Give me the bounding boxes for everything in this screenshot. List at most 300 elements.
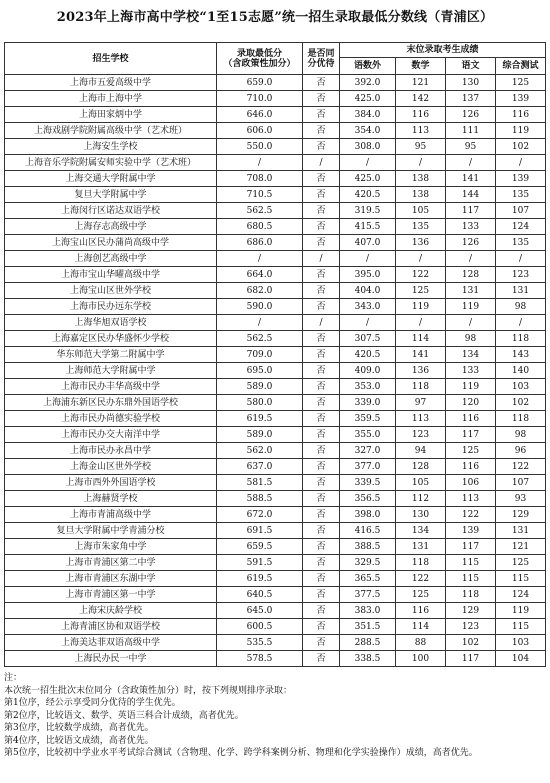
school-name: 上海市民办远东学校 bbox=[5, 299, 217, 315]
comprehensive-score: 103 bbox=[496, 379, 546, 395]
min-score: / bbox=[217, 315, 303, 331]
chinese-math-english-score: 327.0 bbox=[340, 443, 396, 459]
school-name: 上海存志高级中学 bbox=[5, 219, 217, 235]
math-score: 114 bbox=[396, 619, 446, 635]
same-score-priority: 否 bbox=[303, 571, 340, 587]
table-row bbox=[5, 363, 546, 379]
chinese-math-english-score: 354.0 bbox=[340, 123, 396, 139]
same-score-priority: 否 bbox=[303, 299, 340, 315]
min-score: 686.0 bbox=[217, 235, 303, 251]
table-row bbox=[5, 331, 546, 347]
table-row bbox=[5, 539, 546, 555]
chinese-math-english-score: 404.0 bbox=[340, 283, 396, 299]
comprehensive-score: 124 bbox=[496, 219, 546, 235]
min-score: 589.0 bbox=[217, 427, 303, 443]
math-score: 118 bbox=[396, 379, 446, 395]
math-score: / bbox=[396, 251, 446, 267]
same-score-priority: 否 bbox=[303, 75, 340, 91]
chinese-score: 122 bbox=[446, 507, 496, 523]
header-min-score bbox=[217, 43, 303, 75]
school-name: 上海师范大学附属中学 bbox=[5, 363, 217, 379]
chinese-score: 125 bbox=[446, 443, 496, 459]
table-row bbox=[5, 379, 546, 395]
header-math: 数学 bbox=[396, 58, 446, 75]
min-score: 659.5 bbox=[217, 539, 303, 555]
chinese-math-english-score: / bbox=[340, 251, 396, 267]
min-score: 710.5 bbox=[217, 187, 303, 203]
chinese-math-english-score: 307.5 bbox=[340, 331, 396, 347]
comprehensive-score: 118 bbox=[496, 411, 546, 427]
math-score: 105 bbox=[396, 475, 446, 491]
comprehensive-score: 135 bbox=[496, 235, 546, 251]
chinese-score: 117 bbox=[446, 427, 496, 443]
math-score: 113 bbox=[396, 411, 446, 427]
chinese-math-english-score: 339.5 bbox=[340, 475, 396, 491]
school-name: 上海市青浦区第二中学 bbox=[5, 555, 217, 571]
chinese-score: 116 bbox=[446, 459, 496, 475]
chinese-math-english-score: 343.0 bbox=[340, 299, 396, 315]
chinese-score: 115 bbox=[446, 571, 496, 587]
table-row bbox=[5, 283, 546, 299]
math-score: 125 bbox=[396, 587, 446, 603]
chinese-math-english-score: 355.0 bbox=[340, 427, 396, 443]
chinese-math-english-score: / bbox=[340, 155, 396, 171]
same-score-priority: / bbox=[303, 251, 340, 267]
same-score-priority: 否 bbox=[303, 491, 340, 507]
school-name: 上海市西外外国语学校 bbox=[5, 475, 217, 491]
chinese-math-english-score: 329.5 bbox=[340, 555, 396, 571]
comprehensive-score: 124 bbox=[496, 587, 546, 603]
min-score: / bbox=[217, 251, 303, 267]
min-score: 682.0 bbox=[217, 283, 303, 299]
school-name: 上海市民办尚德实验学校 bbox=[5, 411, 217, 427]
min-score: 691.5 bbox=[217, 523, 303, 539]
math-score: 116 bbox=[396, 107, 446, 123]
min-score: 664.0 bbox=[217, 267, 303, 283]
table-row bbox=[5, 619, 546, 635]
table-row bbox=[5, 155, 546, 171]
same-score-priority: 否 bbox=[303, 635, 340, 651]
school-name: 上海市民办交大南洋中学 bbox=[5, 427, 217, 443]
chinese-math-english-score: 353.0 bbox=[340, 379, 396, 395]
header-last-admitted: 末位录取考生成绩 bbox=[340, 43, 546, 58]
table-row bbox=[5, 187, 546, 203]
min-score: 619.5 bbox=[217, 571, 303, 587]
chinese-math-english-score: 351.5 bbox=[340, 619, 396, 635]
math-score: 136 bbox=[396, 235, 446, 251]
math-score: 97 bbox=[396, 395, 446, 411]
comprehensive-score: 115 bbox=[496, 619, 546, 635]
same-score-priority: 否 bbox=[303, 123, 340, 139]
table-row bbox=[5, 171, 546, 187]
school-name: 上海市五爱高级中学 bbox=[5, 75, 217, 91]
chinese-score: 123 bbox=[446, 619, 496, 635]
same-score-priority: 否 bbox=[303, 363, 340, 379]
min-score: 550.0 bbox=[217, 139, 303, 155]
note-line: 第4位序，比较语文成绩，高者优先。 bbox=[4, 735, 154, 746]
table-row bbox=[5, 267, 546, 283]
school-name: 上海市青浦高级中学 bbox=[5, 507, 217, 523]
school-name: 上海市民办丰华高级中学 bbox=[5, 379, 217, 395]
chinese-math-english-score: 415.5 bbox=[340, 219, 396, 235]
comprehensive-score: 131 bbox=[496, 283, 546, 299]
min-score: 562.0 bbox=[217, 443, 303, 459]
min-score: 710.0 bbox=[217, 91, 303, 107]
note-line: 注： bbox=[4, 673, 23, 683]
math-score: 116 bbox=[396, 603, 446, 619]
comprehensive-score: 107 bbox=[496, 203, 546, 219]
header-same-score-line2: 分优待 bbox=[307, 58, 335, 69]
chinese-math-english-score: 384.0 bbox=[340, 107, 396, 123]
table-row bbox=[5, 475, 546, 491]
min-score: 606.0 bbox=[217, 123, 303, 139]
comprehensive-score: 96 bbox=[496, 443, 546, 459]
chinese-score: 102 bbox=[446, 635, 496, 651]
math-score: 118 bbox=[396, 555, 446, 571]
same-score-priority: 否 bbox=[303, 283, 340, 299]
math-score: 112 bbox=[396, 491, 446, 507]
comprehensive-score: 139 bbox=[496, 91, 546, 107]
table-row bbox=[5, 507, 546, 523]
chinese-math-english-score: 416.5 bbox=[340, 523, 396, 539]
same-score-priority: 否 bbox=[303, 171, 340, 187]
math-score: 105 bbox=[396, 203, 446, 219]
min-score: 562.5 bbox=[217, 331, 303, 347]
min-score: 640.5 bbox=[217, 587, 303, 603]
chinese-score: 111 bbox=[446, 123, 496, 139]
math-score: 113 bbox=[396, 123, 446, 139]
math-score: 114 bbox=[396, 331, 446, 347]
table-row bbox=[5, 523, 546, 539]
school-name: 上海市朱家角中学 bbox=[5, 539, 217, 555]
chinese-score: 117 bbox=[446, 651, 496, 667]
same-score-priority: 否 bbox=[303, 203, 340, 219]
chinese-score: 139 bbox=[446, 523, 496, 539]
min-score: 680.5 bbox=[217, 219, 303, 235]
table-row bbox=[5, 411, 546, 427]
comprehensive-score: / bbox=[496, 155, 546, 171]
math-score: 131 bbox=[396, 539, 446, 555]
chinese-score: 117 bbox=[446, 539, 496, 555]
comprehensive-score: 139 bbox=[496, 171, 546, 187]
comprehensive-score: 119 bbox=[496, 123, 546, 139]
comprehensive-score: 118 bbox=[496, 331, 546, 347]
school-name: 上海赫贤学校 bbox=[5, 491, 217, 507]
comprehensive-score: 140 bbox=[496, 363, 546, 379]
notes-section bbox=[4, 672, 550, 760]
table-row bbox=[5, 587, 546, 603]
header-chinese-math-english: 语数外 bbox=[340, 58, 396, 75]
chinese-score: 133 bbox=[446, 219, 496, 235]
table-row bbox=[5, 395, 546, 411]
chinese-math-english-score: 359.5 bbox=[340, 411, 396, 427]
min-score: 590.0 bbox=[217, 299, 303, 315]
same-score-priority: 否 bbox=[303, 187, 340, 203]
school-name: 复旦大学附属中学青浦分校 bbox=[5, 523, 217, 539]
school-name: 上海闵行区诺达双语学校 bbox=[5, 203, 217, 219]
comprehensive-score: 121 bbox=[496, 539, 546, 555]
school-name: 复旦大学附属中学 bbox=[5, 187, 217, 203]
chinese-score: / bbox=[446, 155, 496, 171]
same-score-priority: 否 bbox=[303, 107, 340, 123]
chinese-score: 118 bbox=[446, 587, 496, 603]
comprehensive-score: 143 bbox=[496, 347, 546, 363]
comprehensive-score: 131 bbox=[496, 523, 546, 539]
table-row bbox=[5, 651, 546, 667]
table-row bbox=[5, 427, 546, 443]
chinese-math-english-score: 319.5 bbox=[340, 203, 396, 219]
table-row bbox=[5, 139, 546, 155]
comprehensive-score: 135 bbox=[496, 187, 546, 203]
table-row bbox=[5, 299, 546, 315]
min-score: 589.0 bbox=[217, 379, 303, 395]
school-name: 上海田家炳中学 bbox=[5, 107, 217, 123]
header-min-score-line2: （含政策性加分） bbox=[223, 58, 296, 69]
chinese-math-english-score: 356.5 bbox=[340, 491, 396, 507]
math-score: 123 bbox=[396, 427, 446, 443]
comprehensive-score: 123 bbox=[496, 267, 546, 283]
chinese-score: 113 bbox=[446, 491, 496, 507]
table-row bbox=[5, 459, 546, 475]
school-name: 上海宝山区世外学校 bbox=[5, 283, 217, 299]
chinese-math-english-score: 288.5 bbox=[340, 635, 396, 651]
chinese-math-english-score: 407.0 bbox=[340, 235, 396, 251]
table-row bbox=[5, 235, 546, 251]
math-score: 100 bbox=[396, 651, 446, 667]
school-name: 上海金山区世外学校 bbox=[5, 459, 217, 475]
same-score-priority: 否 bbox=[303, 475, 340, 491]
math-score: 119 bbox=[396, 299, 446, 315]
note-line: 第3位序，比较数学成绩，高者优先。 bbox=[4, 723, 154, 733]
same-score-priority: 否 bbox=[303, 443, 340, 459]
comprehensive-score: 98 bbox=[496, 427, 546, 443]
page-title: 2023年上海市高中学校“1至15志愿”统一招生录取最低分数线（青浦区） bbox=[56, 10, 494, 25]
school-name: 上海宝山区民办蒲尚高级中学 bbox=[5, 235, 217, 251]
chinese-score: 128 bbox=[446, 267, 496, 283]
table-row bbox=[5, 347, 546, 363]
chinese-score: 116 bbox=[446, 411, 496, 427]
school-name: 上海青浦区协和双语学校 bbox=[5, 619, 217, 635]
school-name: 上海市宝山华曜高级中学 bbox=[5, 267, 217, 283]
table-row bbox=[5, 555, 546, 571]
same-score-priority: 否 bbox=[303, 507, 340, 523]
comprehensive-score: 129 bbox=[496, 507, 546, 523]
same-score-priority: 否 bbox=[303, 411, 340, 427]
chinese-score: 133 bbox=[446, 363, 496, 379]
min-score: 619.5 bbox=[217, 411, 303, 427]
math-score: 95 bbox=[396, 139, 446, 155]
school-name: 上海民办民一中学 bbox=[5, 651, 217, 667]
table-row bbox=[5, 123, 546, 139]
table-body bbox=[5, 75, 546, 667]
chinese-score: 119 bbox=[446, 299, 496, 315]
chinese-score: 130 bbox=[446, 75, 496, 91]
note-line: 第2位序，比较语文、数学、英语三科合计成绩，高者优先。 bbox=[4, 710, 244, 721]
math-score: 136 bbox=[396, 363, 446, 379]
comprehensive-score: 104 bbox=[496, 651, 546, 667]
min-score: 591.5 bbox=[217, 555, 303, 571]
math-score: 134 bbox=[396, 523, 446, 539]
same-score-priority: 否 bbox=[303, 219, 340, 235]
table-row bbox=[5, 571, 546, 587]
chinese-math-english-score: 383.0 bbox=[340, 603, 396, 619]
comprehensive-score: 115 bbox=[496, 571, 546, 587]
min-score: 588.5 bbox=[217, 491, 303, 507]
header-school: 招生学校 bbox=[5, 43, 217, 75]
math-score: 121 bbox=[396, 75, 446, 91]
math-score: 125 bbox=[396, 283, 446, 299]
same-score-priority: 否 bbox=[303, 427, 340, 443]
math-score: 130 bbox=[396, 507, 446, 523]
comprehensive-score: 119 bbox=[496, 603, 546, 619]
chinese-score: / bbox=[446, 251, 496, 267]
chinese-math-english-score: 338.5 bbox=[340, 651, 396, 667]
math-score: 135 bbox=[396, 219, 446, 235]
same-score-priority: 否 bbox=[303, 523, 340, 539]
chinese-score: 144 bbox=[446, 187, 496, 203]
comprehensive-score: 116 bbox=[496, 107, 546, 123]
min-score: 695.0 bbox=[217, 363, 303, 379]
comprehensive-score: / bbox=[496, 251, 546, 267]
school-name: 上海浦东新区民办东鼎外国语学校 bbox=[5, 395, 217, 411]
note-line: 本次统一招生批次末位同分（含政策性加分）时，按下列规则排序录取： bbox=[4, 685, 293, 696]
chinese-math-english-score: 365.5 bbox=[340, 571, 396, 587]
table-row bbox=[5, 443, 546, 459]
note-line: 第5位序，比较初中学业水平考试综合测试（含物理、化学、跨学科案例分析、物理和化学实验操作）成绩，高者优先。 bbox=[4, 748, 478, 758]
note-line: 第1位序，经公示享受同分优待的学生优先。 bbox=[4, 698, 181, 708]
chinese-math-english-score: / bbox=[340, 315, 396, 331]
math-score: / bbox=[396, 315, 446, 331]
comprehensive-score: 93 bbox=[496, 491, 546, 507]
min-score: 600.5 bbox=[217, 619, 303, 635]
same-score-priority: 否 bbox=[303, 235, 340, 251]
table-row bbox=[5, 603, 546, 619]
table-row bbox=[5, 251, 546, 267]
header-chinese: 语文 bbox=[446, 58, 496, 75]
chinese-score: 129 bbox=[446, 603, 496, 619]
math-score: 128 bbox=[396, 459, 446, 475]
chinese-math-english-score: 392.0 bbox=[340, 75, 396, 91]
school-name: 华东师范大学第二附属中学 bbox=[5, 347, 217, 363]
same-score-priority: 否 bbox=[303, 651, 340, 667]
school-name: 上海市青浦区东湖中学 bbox=[5, 571, 217, 587]
chinese-math-english-score: 420.5 bbox=[340, 347, 396, 363]
comprehensive-score: 125 bbox=[496, 555, 546, 571]
chinese-math-english-score: 425.0 bbox=[340, 91, 396, 107]
chinese-math-english-score: 398.0 bbox=[340, 507, 396, 523]
same-score-priority: / bbox=[303, 315, 340, 331]
table-row bbox=[5, 91, 546, 107]
same-score-priority: 否 bbox=[303, 379, 340, 395]
min-score: 709.0 bbox=[217, 347, 303, 363]
same-score-priority: 否 bbox=[303, 587, 340, 603]
same-score-priority: 否 bbox=[303, 139, 340, 155]
table-row bbox=[5, 315, 546, 331]
min-score: 672.0 bbox=[217, 507, 303, 523]
comprehensive-score: 107 bbox=[496, 475, 546, 491]
chinese-math-english-score: 308.0 bbox=[340, 139, 396, 155]
chinese-score: 119 bbox=[446, 379, 496, 395]
comprehensive-score: 125 bbox=[496, 75, 546, 91]
min-score: 578.5 bbox=[217, 651, 303, 667]
chinese-math-english-score: 409.0 bbox=[340, 363, 396, 379]
school-name: 上海嘉定区民办华盛怀少学校 bbox=[5, 331, 217, 347]
comprehensive-score: 98 bbox=[496, 299, 546, 315]
chinese-math-english-score: 377.0 bbox=[340, 459, 396, 475]
comprehensive-score: 122 bbox=[496, 459, 546, 475]
school-name: 上海美达菲双语高级中学 bbox=[5, 635, 217, 651]
school-name: 上海创艺高级中学 bbox=[5, 251, 217, 267]
same-score-priority: 否 bbox=[303, 539, 340, 555]
chinese-score: 134 bbox=[446, 347, 496, 363]
school-name: 上海宋庆龄学校 bbox=[5, 603, 217, 619]
table-row bbox=[5, 203, 546, 219]
math-score: 138 bbox=[396, 171, 446, 187]
math-score: 122 bbox=[396, 267, 446, 283]
min-score: 535.5 bbox=[217, 635, 303, 651]
math-score: 138 bbox=[396, 187, 446, 203]
min-score: / bbox=[217, 155, 303, 171]
chinese-score: 106 bbox=[446, 475, 496, 491]
math-score: 94 bbox=[396, 443, 446, 459]
math-score: 141 bbox=[396, 347, 446, 363]
same-score-priority: 否 bbox=[303, 459, 340, 475]
chinese-math-english-score: 377.5 bbox=[340, 587, 396, 603]
min-score: 659.0 bbox=[217, 75, 303, 91]
chinese-score: 141 bbox=[446, 171, 496, 187]
table-row bbox=[5, 107, 546, 123]
math-score: 88 bbox=[396, 635, 446, 651]
table-row bbox=[5, 635, 546, 651]
table-row bbox=[5, 219, 546, 235]
school-name: 上海交通大学附属中学 bbox=[5, 171, 217, 187]
header-same-score bbox=[303, 43, 340, 75]
same-score-priority: 否 bbox=[303, 603, 340, 619]
min-score: 580.0 bbox=[217, 395, 303, 411]
min-score: 646.0 bbox=[217, 107, 303, 123]
min-score: 581.5 bbox=[217, 475, 303, 491]
chinese-math-english-score: 395.0 bbox=[340, 267, 396, 283]
math-score: / bbox=[396, 155, 446, 171]
school-name: 上海安生学校 bbox=[5, 139, 217, 155]
school-name: 上海市青浦区第一中学 bbox=[5, 587, 217, 603]
same-score-priority: 否 bbox=[303, 619, 340, 635]
school-name: 上海市上海中学 bbox=[5, 91, 217, 107]
chinese-score: 98 bbox=[446, 331, 496, 347]
min-score: 637.0 bbox=[217, 459, 303, 475]
same-score-priority: 否 bbox=[303, 347, 340, 363]
chinese-score: 126 bbox=[446, 107, 496, 123]
comprehensive-score: 103 bbox=[496, 635, 546, 651]
chinese-score: 131 bbox=[446, 283, 496, 299]
math-score: 122 bbox=[396, 571, 446, 587]
same-score-priority: / bbox=[303, 155, 340, 171]
chinese-score: 137 bbox=[446, 91, 496, 107]
min-score: 708.0 bbox=[217, 171, 303, 187]
chinese-math-english-score: 420.5 bbox=[340, 187, 396, 203]
header-min-score-line1: 录取最低分 bbox=[236, 48, 282, 59]
school-name: 上海华旭双语学校 bbox=[5, 315, 217, 331]
score-table bbox=[4, 42, 546, 667]
chinese-math-english-score: 388.5 bbox=[340, 539, 396, 555]
min-score: 645.0 bbox=[217, 603, 303, 619]
table-row bbox=[5, 75, 546, 91]
chinese-score: 117 bbox=[446, 203, 496, 219]
school-name: 上海音乐学院附属安师实验中学（艺术班） bbox=[5, 155, 217, 171]
math-score: 142 bbox=[396, 91, 446, 107]
same-score-priority: 否 bbox=[303, 331, 340, 347]
same-score-priority: 否 bbox=[303, 91, 340, 107]
